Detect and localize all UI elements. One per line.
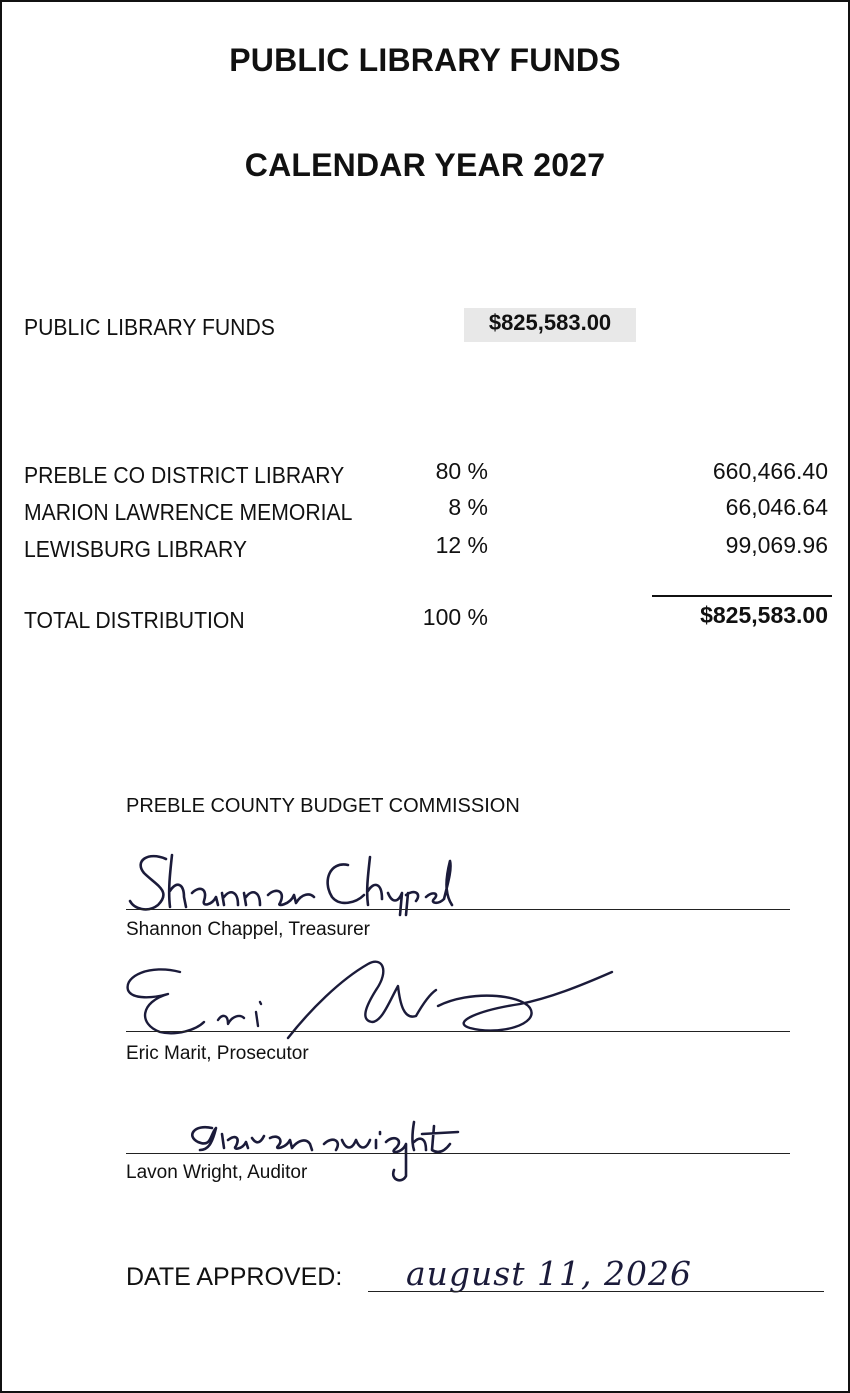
funds-amount: $825,583.00: [488, 310, 612, 335]
treasurer-caption: Shannon Chappel, Treasurer: [126, 919, 370, 940]
prosecutor-caption: Eric Marit, Prosecutor: [126, 1043, 309, 1064]
date-approved-label: DATE APPROVED:: [126, 1263, 343, 1291]
commission-heading: PREBLE COUNTY BUDGET COMMISSION: [126, 795, 520, 817]
distribution-name: MARION LAWRENCE MEMORIAL: [24, 499, 353, 525]
document-title: PUBLIC LIBRARY FUNDS: [229, 42, 621, 78]
total-percent: 100 %: [422, 604, 488, 630]
prosecutor-signature-line: [126, 1031, 790, 1032]
auditor-caption: Lavon Wright, Auditor: [126, 1162, 308, 1183]
distribution-percent: 80 %: [435, 458, 488, 484]
distribution-name: PREBLE CO DISTRICT LIBRARY: [24, 462, 345, 488]
total-label: TOTAL DISTRIBUTION: [24, 607, 245, 633]
funds-label: PUBLIC LIBRARY FUNDS: [24, 314, 275, 340]
distribution-amount: 99,069.96: [725, 532, 828, 558]
date-approved-value: august 11, 2026: [406, 1254, 692, 1293]
distribution-name: LEWISBURG LIBRARY: [24, 536, 248, 562]
treasurer-signature-line: [126, 909, 790, 910]
distribution-amount: 660,466.40: [712, 458, 828, 484]
treasurer-signature: [126, 847, 456, 917]
total-rule: [652, 595, 832, 597]
auditor-signature-line: [126, 1153, 790, 1154]
date-approved-line: [368, 1291, 824, 1292]
document-subtitle: CALENDAR YEAR 2027: [244, 147, 606, 183]
distribution-percent: 8 %: [448, 494, 488, 520]
distribution-amount: 66,046.64: [725, 494, 828, 520]
total-amount: $825,583.00: [700, 602, 828, 628]
distribution-percent: 12 %: [435, 532, 488, 558]
